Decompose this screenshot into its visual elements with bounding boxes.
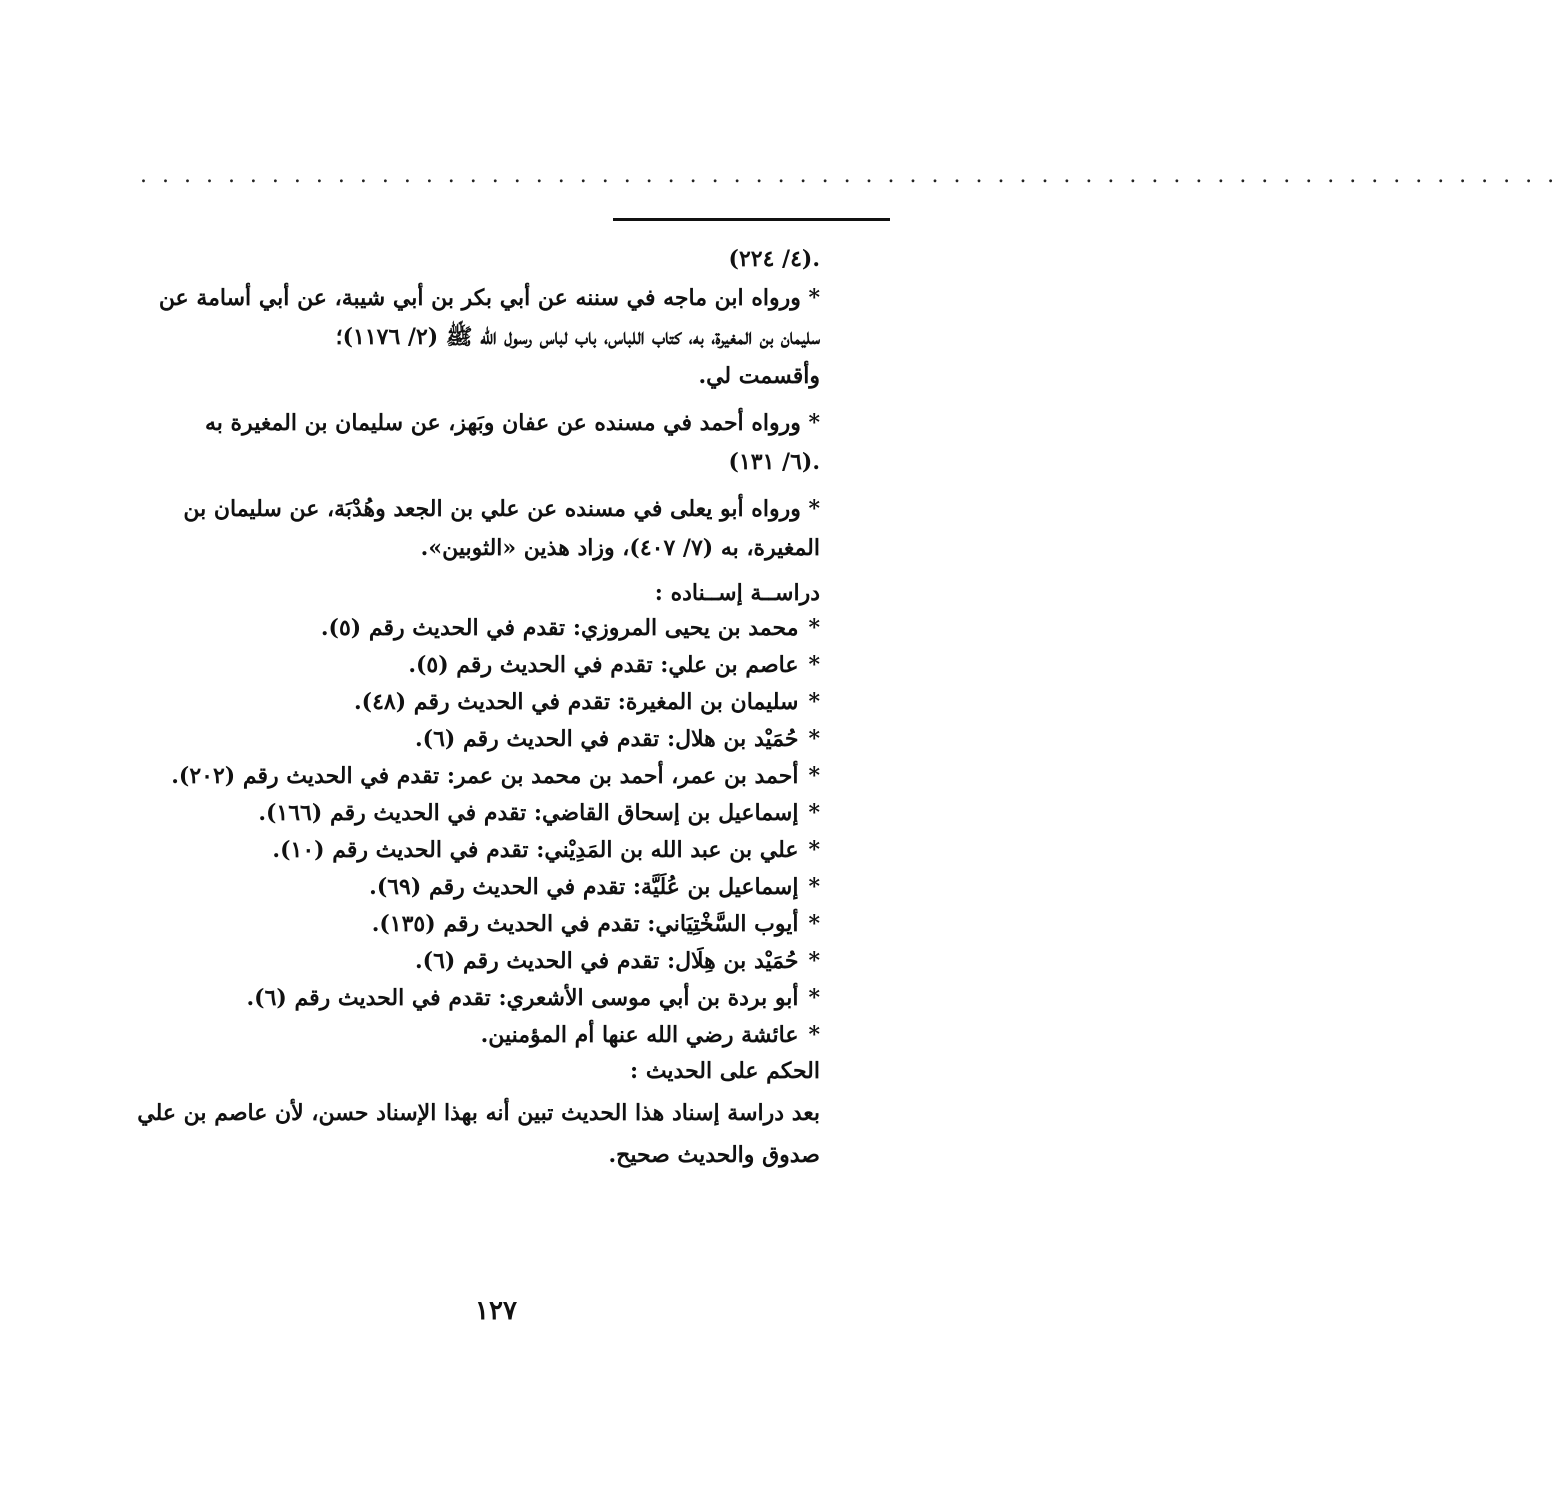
isnad-study-heading: دراســة إســناده : (654, 580, 820, 606)
paragraph-line: * ورواه أبو يعلى في مسنده عن علي بن الجعد وهُدْبَة، عن سليمان بن (183, 496, 820, 522)
narrator-item (140, 721, 820, 758)
paragraph-line: * ورواه ابن ماجه في سننه عن أبي بكر بن أبي شيبة، عن أبي أسامة عن (158, 285, 820, 311)
narrator-text: علي بن عبد الله بن المَدِيْني: تقدم في الحديث رقم (١٠). (272, 837, 799, 863)
bullet-star: * (808, 911, 820, 937)
bullet-star: * (808, 1022, 820, 1048)
paragraph-line: المغيرة، به (٧/ ٤٠٧)، وزاد هذين «الثوبين». (420, 535, 820, 561)
paragraph-line: سليمان بن المغيرة، به، كتاب اللباس، باب لباس رسول الله ﷺ (٢/ ١١٧٦)؛ (335, 324, 820, 350)
narrator-item (140, 684, 820, 721)
ruling-conclusion (137, 1092, 820, 1176)
takhrij-paragraphs (140, 279, 820, 568)
narrator-item (140, 906, 820, 943)
conclusion-line: بعد دراسة إسناد هذا الحديث تبين أنه بهذا الإسناد حسن، لأن عاصم بن علي (137, 1100, 820, 1126)
narrator-item (140, 869, 820, 906)
bullet-star: * (808, 874, 820, 900)
paragraph-line: وأقسمت لي. (698, 363, 820, 389)
footnote-separator-dots: . . . . . . . . . . . . . . . . . . . . . . . . . . . . . . . . . . . . . . . . . . . . . . . . . . . . . . . . . . . . . . . . . (140, 163, 1558, 188)
narrator-item (140, 1017, 820, 1054)
narrator-item (140, 647, 820, 684)
narrator-text: عاصم بن علي: تقدم في الحديث رقم (٥). (408, 652, 799, 678)
bullet-star: * (808, 615, 820, 641)
reference-line: .(٤/ ٢٢٤) (728, 246, 820, 272)
narrator-list (140, 610, 820, 1054)
narrator-text: سليمان بن المغيرة: تقدم في الحديث رقم (٤٨). (354, 689, 799, 715)
page-number: ١٢٧ (475, 1296, 517, 1326)
bullet-star: * (808, 948, 820, 974)
narrator-text: حُمَيْد بن هلال: تقدم في الحديث رقم (٦). (414, 726, 799, 752)
narrator-item (140, 758, 820, 795)
footnote-rule (613, 218, 890, 221)
narrator-text: أبو بردة بن أبي موسى الأشعري: تقدم في الحديث رقم (٦). (246, 985, 799, 1011)
narrator-text: أحمد بن عمر، أحمد بن محمد بن عمر: تقدم في الحديث رقم (٢٠٢). (171, 763, 799, 789)
ruling-heading: الحكم على الحديث : (630, 1058, 820, 1084)
bullet-star: * (808, 689, 820, 715)
conclusion-line: صدوق والحديث صحيح. (608, 1142, 820, 1168)
bullet-star: * (808, 800, 820, 826)
narrator-item (140, 610, 820, 647)
narrator-item (140, 943, 820, 980)
bullet-star: * (808, 985, 820, 1011)
narrator-text: إسماعيل بن عُلَيَّة: تقدم في الحديث رقم (٦٩). (369, 874, 799, 900)
bullet-star: * (808, 763, 820, 789)
paragraph-line: * ورواه أحمد في مسنده عن عفان وبَهز، عن سليمان بن المغيرة به (204, 410, 820, 436)
narrator-text: أيوب السَّخْتِيَاني: تقدم في الحديث رقم (١٣٥). (371, 911, 799, 937)
narrator-text: عائشة رضي الله عنها أم المؤمنين. (480, 1022, 799, 1048)
narrator-item (140, 795, 820, 832)
takhrij-paragraph (140, 490, 820, 568)
takhrij-paragraph (140, 279, 820, 396)
narrator-item (140, 980, 820, 1017)
bullet-star: * (808, 726, 820, 752)
main-text (137, 240, 820, 1176)
narrator-item (140, 832, 820, 869)
takhrij-paragraph (140, 404, 820, 482)
narrator-text: محمد بن يحيى المروزي: تقدم في الحديث رقم (٥). (320, 615, 799, 641)
paragraph-line: .(٦/ ١٣١) (728, 449, 820, 475)
narrator-text: إسماعيل بن إسحاق القاضي: تقدم في الحديث رقم (١٦٦). (258, 800, 799, 826)
narrator-text: حُمَيْد بن هِلَال: تقدم في الحديث رقم (٦). (414, 948, 799, 974)
bullet-star: * (808, 652, 820, 678)
bullet-star: * (808, 837, 820, 863)
